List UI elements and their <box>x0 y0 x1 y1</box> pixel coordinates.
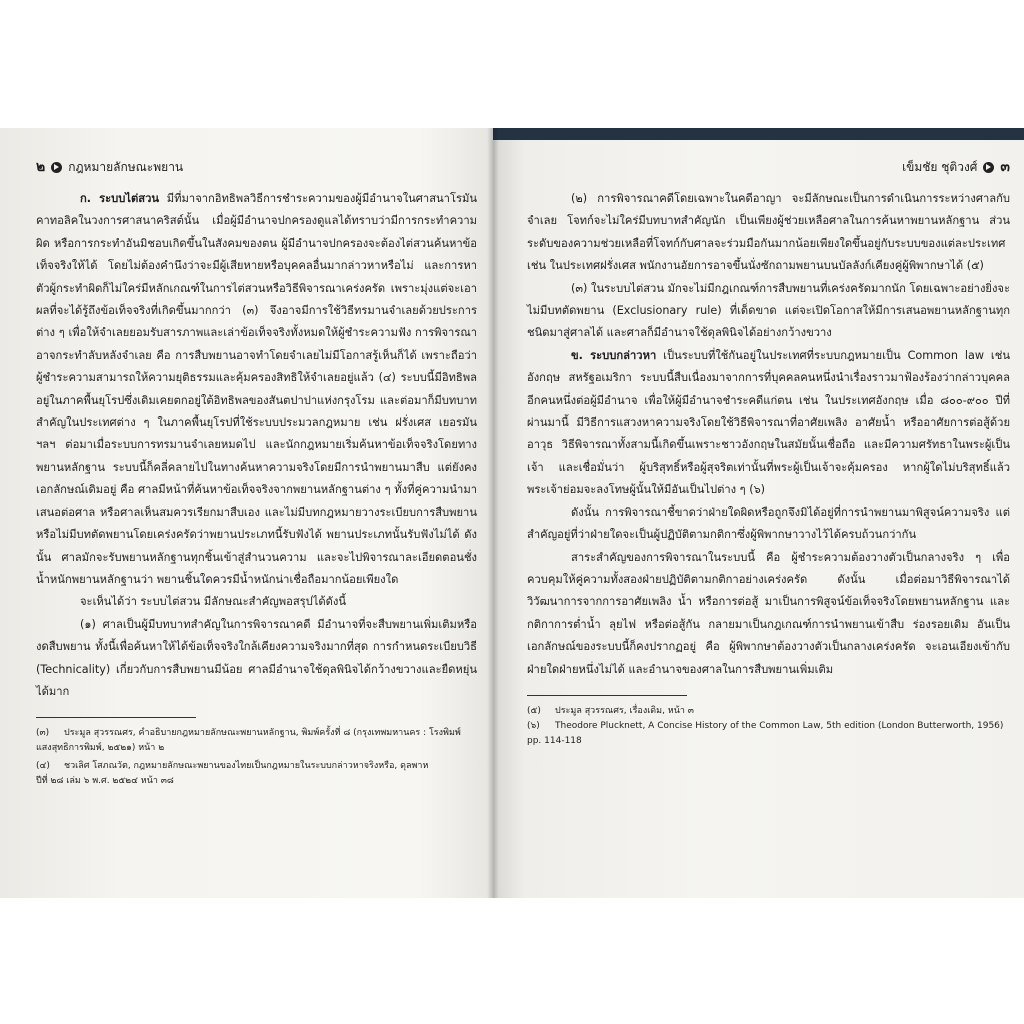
paragraph <box>527 188 1010 278</box>
page-number: ๓ <box>1000 159 1010 175</box>
footnote-number: (๓) <box>36 728 50 739</box>
paragraph-text: จะเห็นได้ว่า ระบบไต่สวน มีลักษณะสำคัญพอสรุปได้ดังนี้ <box>80 595 347 609</box>
left-page-body <box>36 188 477 703</box>
paragraph-text: (๒) การพิจารณาคดีโดยเฉพาะในคดีอาญา จะมีลักษณะเป็นการดำเนินการระหว่างศาลกับจำเลย โจทก์จะไม่ใคร่มีบทบาทสำคัญนัก เป็นเพียงผู้ช่วยเหลือศาลในการค้นหาพยานหลักฐาน ส่วนระดับของความช่วยเหลือที่โจทก์กับศาลจะร่วมมือกันมากน้อยเพียงใดขึ้นอยู่กับระบบของแต่ละประเทศ เช่น ในประเทศฝรั่งเศส พนักงานอัยการอาจขึ้นนั่งซักถามพยานบนบัลลังก์เคียงคู่ผู้พิพากษาได้ (๕) <box>527 192 1010 273</box>
footnote-text: ประมูล สุวรรณศร, เรื่องเดิม, หน้า ๓ <box>555 705 694 716</box>
footnote-text: Theodore Plucknett, A Concise History of the Common Law, 5th edition (London Butterworth, 1956) <box>555 720 1004 731</box>
right-page <box>493 140 1024 898</box>
paragraph-text: เป็นระบบที่ใช้กันอยู่ในประเทศที่ระบบกฎหมายเป็น Common law เช่น อังกฤษ สหรัฐอเมริกา ระบบนี้สืบเนื่องมาจากการที่บุคคลคนหนึ่งนำเรื่องราวมาฟ้องร้องว่ากล่าวบุคคลอีกคนหนึ่งต่อผู้มีอำนาจ เพื่อให้ผู้มีอำนาจชำระคดีแก่ตน เช่น ในประเทศอังกฤษ เมื่อ ๘๐๐-๙๐๐ ปีที่ผ่านมานี้ มีวิธีการแสวงหาความจริงโดยใช้วิธีพิจารณาที่อาศัยเพลิง อาศัยน้ำ หรืออาศัยการต่อสู้ด้วยอาวุธ วิธีพิจารณาทั้งสามนี้เกิดขึ้นเพราะชาวอังกฤษในสมัยนั้นเชื่อถือ และมีความศรัทธาในพระผู้เป็นเจ้า และเชื่อมั่นว่า ผู้บริสุทธิ์หรือผู้สุจริตเท่านั้นที่พระผู้เป็นเจ้าจะคุ้มครอง หากผู้ใดไม่บริสุทธิ์แล้ว พระเจ้าย่อมจะลงโทษผู้นั้นให้มีอันเป็นไปต่าง ๆ (๖) <box>527 348 1010 497</box>
paragraph <box>36 591 477 613</box>
section-heading: ก. ระบบไต่สวน <box>80 192 160 205</box>
paragraph <box>527 345 1010 502</box>
book-gutter <box>487 128 499 898</box>
paragraph-text: (๑) ศาลเป็นผู้มีบทบาทสำคัญในการพิจารณาคดี มีอำนาจที่จะสืบพยานเพิ่มเติมหรืองดสืบพยาน ทั้งนี้เพื่อค้นหาให้ได้ข้อเท็จจริงใกล้เคียงความจริงมากที่สุด การกำหนดระเบียบวิธี (Technicality) เกี่ยวกับการสืบพยานมีน้อย ศาลมีอำนาจใช้ดุลพินิจได้กว้างขวางและยืดหยุ่นได้มาก <box>36 617 477 698</box>
footnote-number: (๖) <box>527 720 540 731</box>
paragraph-text: สาระสำคัญของการพิจารณาในระบบนี้ คือ ผู้ชำระความต้องวางตัวเป็นกลางจริง ๆ เพื่อควบคุมให้คู่ความทั้งสองฝ่ายปฏิบัติตามกติกาอย่างเคร่งครัด ดังนั้น เมื่อต่อมาวิธีพิจารณาได้วิวัฒนาการจากการอาศัยเพลิง น้ำ หรือการต่อสู้ มาเป็นการพิสูจน์ข้อเท็จจริงโดยพยานหลักฐาน และกติกาการต่ำน้ำ ลุยไฟ หรือต่อสู้กัน กลายมาเป็นกฎเกณฑ์การนำพยานเข้าสืบ ร่องรอยเดิม อันเป็นเอกลักษณ์ของระบบนี้ก็คงปรากฏอยู่ คือ ผู้พิพากษาต้องวางตัวเป็นกลางเคร่งครัด จะเอนเอียงเข้ากับฝ่ายใดฝ่ายหนึ่งไม่ได้ และอำนาจของศาลในการสืบพยานเพิ่มเติม <box>527 550 1010 676</box>
footnote <box>36 726 477 741</box>
paragraph-text: มีที่มาจากอิทธิพลวิธีการชำระความของผู้มีอำนาจในศาสนาโรมันคาทอลิคในวงการศาสนาคริสต์นั้น เมื่อผู้มีอำนาจปกครองดูแลได้ทราบว่ามีการกระทำความผิด หรือการกระทำอันมิชอบเกิดขึ้นในสังคมของตน ผู้มีอำนาจปกครองจะต้องไต่สวนค้นหาข้อเท็จจริงให้ได้ โดยไม่ต้องคำนึงว่าจะมีผู้เสียหายหรือบุคคลอื่นมากล่าวหาหรือไม่ และการหาตัวผู้กระทำผิดก็ไม่ใคร่มีหลักเกณฑ์ในการไต่สวนหรือวิธีพิจารณาเคร่งครัด เพราะมุ่งแต่จะเอาผลที่จะได้รู้ถึงข้อเท็จจริงที่เกิดขึ้นมากกว่า (๓) จึงอาจมีการใช้วิธีทรมานจำเลยด้วยประการต่าง ๆ เพื่อให้จำเลยยอมรับสารภาพและเล่าข้อเท็จจริงทั้งหมดให้ผู้ชำระความฟัง การพิจารณาอาจกระทำลับหลังจำเลย คือ การสืบพยานอาจทำโดยจำเลยไม่มีโอกาสรู้เห็นก็ได้ เพราะถือว่าผู้ชำระความสามารถให้ความยุติธรรมและคุ้มครองสิทธิให้จำเลยอยู่แล้ว (๔) ระบบนี้มีอิทธิพลอยู่ในภาคพื้นยุโรปซึ่งเดิมเคยตกอยู่ใต้อิทธิพลของสันตปาปาแห่งกรุงโรม และต่อมาก็มีบทบาทสำคัญในประเทศต่าง ๆ ในภาคพื้นยุโรปที่ใช้ระบบประมวลกฎหมาย เช่น ฝรั่งเศส เยอรมัน ฯลฯ ต่อมาเมื่อระบบการทรมานจำเลยหมดไป และนักกฎหมายเริ่มค้นหาข้อเท็จจริงโดยทางพยานหลักฐาน ระบบนี้ก็คลี่คลายไปในทางค้นหาความจริงโดยมีการนำพยานมาสืบ แต่ยังคงเอกลักษณ์เดิมอยู่ คือ ศาลมีหน้าที่ค้นหาข้อเท็จจริงจากพยานหลักฐานต่าง ๆ ทั้งที่คู่ความนำมาเสนอต่อศาล หรือศาลเห็นสมควรเรียกมาสืบเอง และไม่มีบทกฎหมายวางระเบียบการสืบพยาน หรือไม่มีบทตัดพยานโดยเคร่งครัดว่าพยานประเภทนี้รับฟังได้ พยานประเภทนั้นรับฟังไม่ได้ ดังนั้น ศาลมักจะรับพยานหลักฐานทุกชิ้นเข้าสู่สำนวนความ และจะไปพิจารณาละเอียดตอนชั่งน้ำหนักพยานหลักฐานว่า พยานชิ้นใดควรมีน้ำหนักน่าเชื่อถือมากน้อยเพียงใด <box>36 192 477 586</box>
footnote-text: ชวเลิศ โสภณวัต, กฎหมายลักษณะพยานของไทยเป็นกฎหมายในระบบกล่าวหาจริงหรือ, ดุลพาห <box>64 761 429 772</box>
paragraph <box>527 547 1010 681</box>
footnote-continuation: แสงสุทธิการพิมพ์, ๒๕๒๑) หน้า ๒ <box>36 743 165 754</box>
footnote <box>36 759 477 774</box>
footnote-continuation: pp. 114-118 <box>527 735 582 746</box>
left-page-header <box>36 156 477 178</box>
paragraph <box>527 502 1010 547</box>
section-heading: ข. ระบบกล่าวหา <box>571 348 657 362</box>
footnote-number: (๕) <box>527 705 541 716</box>
footnote <box>527 719 1010 734</box>
left-footnotes <box>36 726 477 789</box>
footnote-text: ประมูล สุวรรณศร, คำอธิบายกฎหมายลักษณะพยานหลักฐาน, พิมพ์ครั้งที่ ๘ (กรุงเทพมหานคร : โรงพิมพ์ <box>64 728 461 739</box>
paragraph-text: ดังนั้น การพิจารณาชี้ขาดว่าฝ่ายใดผิดหรือถูกจึงมิได้อยู่ที่การนำพยานมาพิสูจน์ความจริง แต่สำคัญอยู่ที่ว่าฝ่ายใดจะเป็นผู้ปฏิบัติตามกติกาซึ่งผู้พิพากษาวางไว้ได้ครบถ้วนกว่ากัน <box>527 505 1010 542</box>
footnote <box>527 704 1010 719</box>
right-footnotes <box>527 704 1010 749</box>
paragraph <box>527 278 1010 345</box>
footnote-separator <box>527 695 687 696</box>
running-title: เข็มชัย ชุติวงศ์ <box>902 159 978 174</box>
paragraph <box>36 188 477 591</box>
right-page-body <box>527 188 1010 681</box>
footnote-number: (๔) <box>36 761 50 772</box>
bullet-arrow-icon <box>983 162 994 173</box>
right-page-header <box>527 156 1010 178</box>
paragraph-text: (๓) ในระบบไต่สวน มักจะไม่มีกฎเกณฑ์การสืบพยานที่เคร่งครัดมากนัก โดยเฉพาะอย่างยิ่งจะไม่มีบทตัดพยาน (Exclusionary rule) ที่เด็ดขาด แต่จะเปิดโอกาสให้มีการเสนอพยานหลักฐานทุกชนิดมาสู่ศาลได้ และศาลก็มีอำนาจใช้ดุลพินิจได้อย่างกว้างขวาง <box>527 281 1010 340</box>
paragraph <box>36 614 477 704</box>
running-title: กฎหมายลักษณะพยาน <box>68 159 184 174</box>
footnote-continuation: ปีที่ ๒๘ เล่ม ๖ พ.ศ. ๒๕๒๔ หน้า ๓๘ <box>36 776 174 787</box>
dark-background-strip <box>493 128 1024 140</box>
bullet-arrow-icon <box>51 162 62 173</box>
page-number: ๒ <box>36 159 46 175</box>
footnote-separator <box>36 717 196 718</box>
left-page <box>0 128 493 898</box>
